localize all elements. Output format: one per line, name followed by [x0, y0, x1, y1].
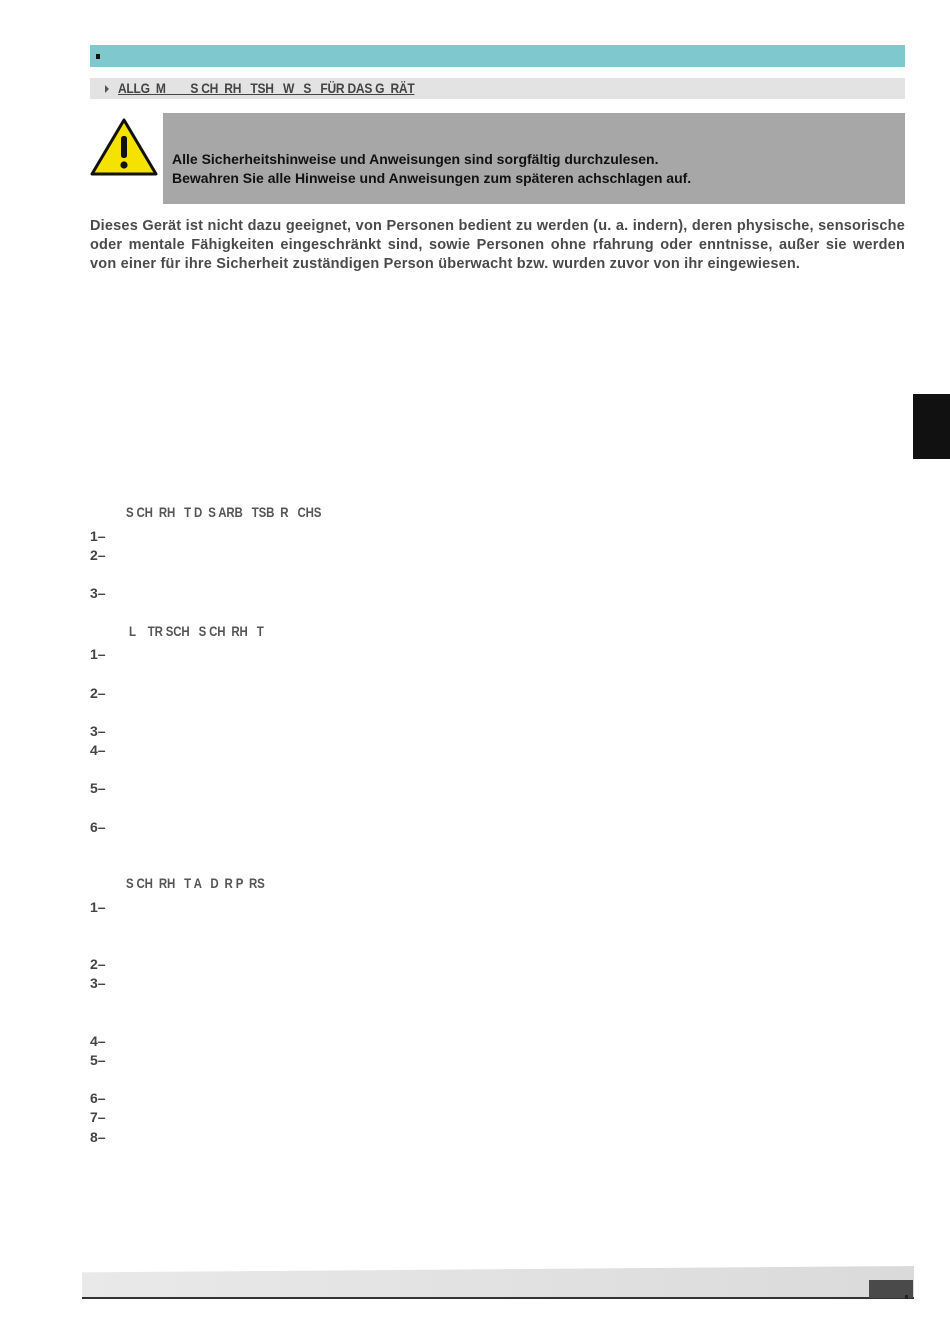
list-item-number: 3– [90, 723, 106, 739]
list-item-number: 1– [90, 899, 106, 915]
list-item-number: 1– [90, 528, 106, 544]
triangle-right-icon [105, 85, 109, 93]
list-item-number: 5– [90, 780, 106, 796]
section-title: ALLG M S CH RH TSH W S FÜR DAS G RÄT [118, 80, 415, 96]
list-item-number: 2– [90, 956, 106, 972]
warning-line-2: Bewahren Sie alle Hinweise und Anweisungen zum späteren achschlagen auf. [172, 170, 692, 186]
list-item-number: 3– [90, 585, 106, 601]
list-item-number: 8– [90, 1129, 106, 1145]
section-heading-3: S CH RH T A D R P RS [126, 875, 265, 891]
list-item-number: 2– [90, 547, 106, 563]
list-item-number: 6– [90, 819, 106, 835]
list-item-number: 6– [90, 1090, 106, 1106]
bullet-marker [96, 54, 100, 59]
footer-rule [82, 1297, 914, 1299]
warning-box [163, 113, 905, 204]
warning-line-1: Alle Sicherheitshinweise und Anweisungen sind sorgfältig durchzulesen. [172, 151, 659, 167]
list-item-number: 3– [90, 975, 106, 991]
section-title-bar [90, 78, 905, 99]
section-heading-1: S CH RH T D S ARB TSB R CHS [126, 504, 322, 520]
list-item-number: 4– [90, 1033, 106, 1049]
footer-mark [905, 1295, 908, 1299]
section-heading-2: L TR SCH S CH RH T [126, 623, 264, 639]
list-item-number: 5– [90, 1052, 106, 1068]
intro-paragraph: Dieses Gerät ist nicht dazu geeignet, von Personen bedient zu werden (u. a. indern), deren physische, sensorische oder mentale Fähigkeiten eingeschränkt sind, sowie Personen ohne rfahrung oder enntnisse, außer sie werden von einer für ihre Sicherheit zuständigen Person überwacht bzw. wurden zuvor von ihr eingewiesen. [90, 218, 905, 272]
warning-triangle-icon [90, 117, 158, 177]
list-item-number: 4– [90, 742, 106, 758]
side-tab-marker [913, 394, 950, 459]
list-item-number: 7– [90, 1109, 106, 1125]
footer-band [82, 1266, 914, 1298]
top-color-bar [90, 45, 905, 67]
list-item-number: 2– [90, 685, 106, 701]
list-item-number: 1– [90, 646, 106, 662]
